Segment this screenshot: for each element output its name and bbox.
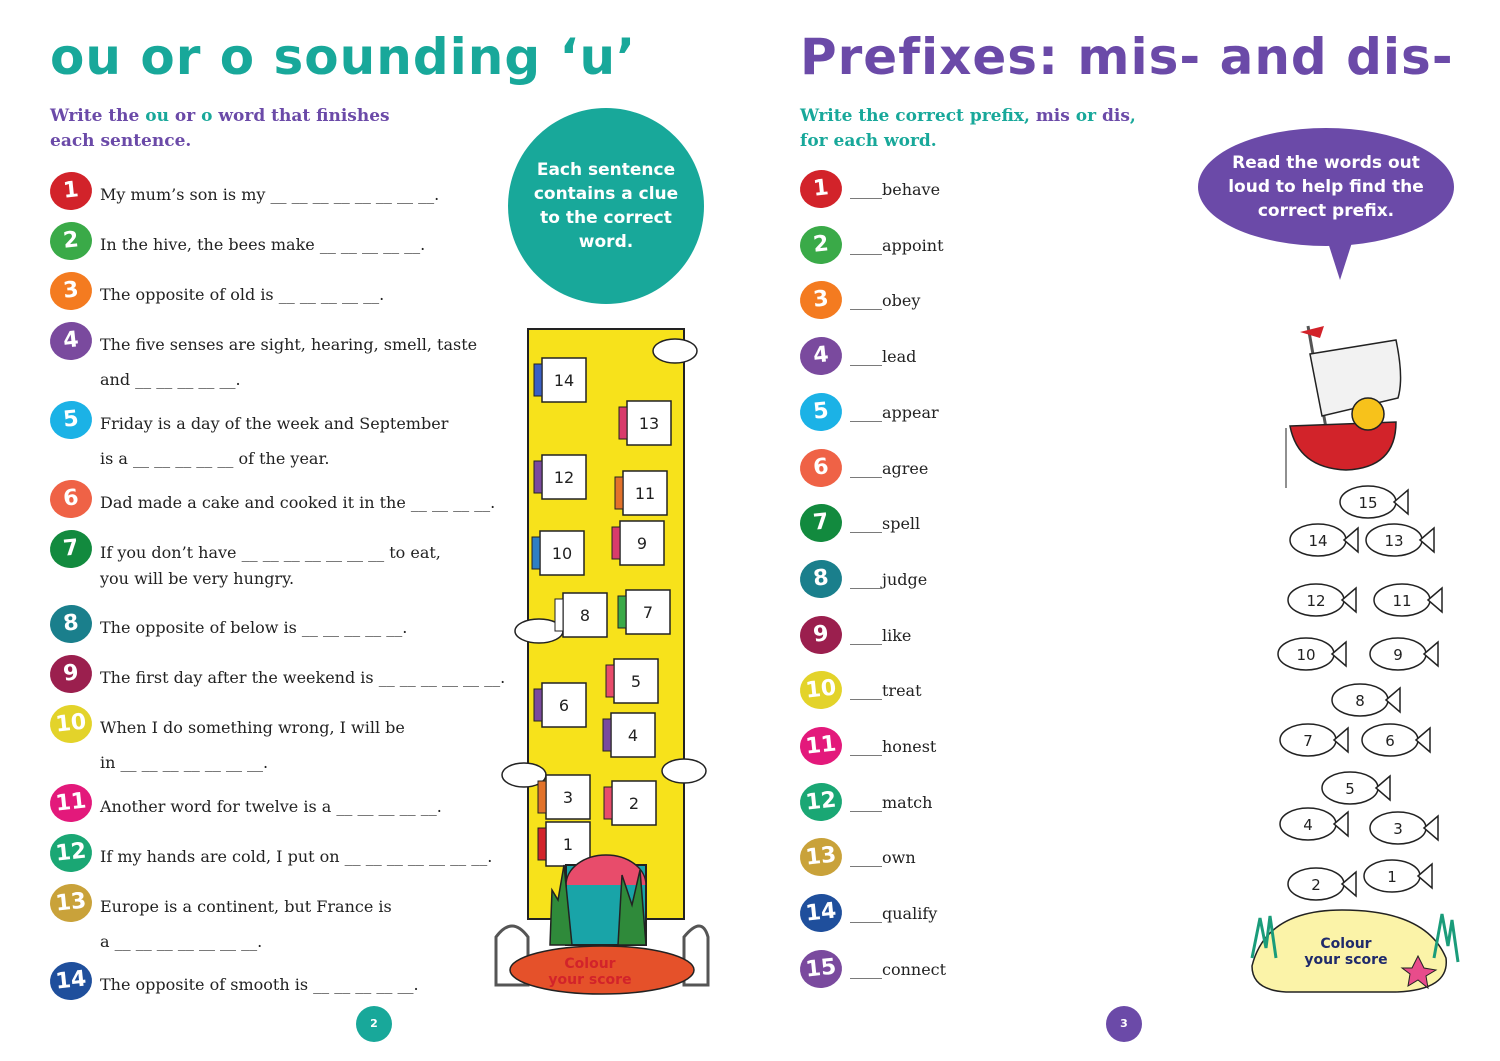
fish-number: 8 [1355, 692, 1365, 710]
question-text: When I do something wrong, I will be [100, 718, 405, 737]
fish-number: 15 [1358, 494, 1378, 512]
prefix-word-blank[interactable]: ____obey [850, 291, 921, 311]
page-number: 2 [356, 1006, 392, 1042]
item-number-badge: 9 [798, 614, 844, 656]
tower-window-number: 6 [558, 696, 570, 715]
question-text-continued: and __ __ __ __ __. [100, 370, 241, 389]
tower-window-number: 1 [562, 835, 574, 854]
fish-tail [1418, 864, 1432, 888]
item-number-badge: 6 [798, 446, 844, 488]
question-number-badge: 6 [48, 478, 94, 520]
fish-number: 12 [1306, 592, 1326, 610]
fish-tail [1342, 588, 1356, 612]
question-text: If my hands are cold, I put on __ __ __ __ __ __ __. [100, 847, 493, 866]
question-text: Friday is a day of the week and September [100, 414, 449, 433]
question-text-continued: you will be very hungry. [100, 569, 295, 588]
fish-number: 13 [1384, 532, 1404, 550]
prefix-word-blank[interactable]: ____like [850, 625, 912, 645]
question-text: If you don’t have __ __ __ __ __ __ __ to eat, [100, 543, 441, 562]
prefix-word-blank[interactable]: ____own [850, 848, 916, 868]
window-curtain [555, 599, 563, 631]
fish-number: 3 [1393, 820, 1403, 838]
left-instruction: Write the ou or o word that finishes each sentence. [50, 106, 390, 151]
question-number-badge: 1 [48, 170, 94, 212]
tower-window-number: 13 [638, 414, 660, 433]
prefix-word-blank[interactable]: ____honest [850, 737, 937, 756]
fish-number: 5 [1345, 780, 1355, 798]
item-number-badge: 13 [798, 836, 844, 878]
question-text-continued: is a __ __ __ __ __ of the year. [100, 449, 330, 468]
item-number-badge: 11 [798, 725, 844, 767]
prefix-word-blank[interactable]: ____qualify [850, 904, 938, 924]
tower-window-number: 2 [628, 794, 640, 813]
fish-number: 14 [1308, 532, 1328, 550]
prefix-word-blank[interactable]: ____spell [850, 514, 921, 534]
question-text: In the hive, the bees make __ __ __ __ __. [100, 235, 426, 254]
question-text-continued: a __ __ __ __ __ __ __. [100, 932, 263, 951]
prefix-word-blank[interactable]: ____behave [850, 180, 941, 199]
tower-window-number: 11 [634, 484, 656, 503]
prefix-word-blank[interactable]: ____connect [850, 959, 947, 979]
page-number: 3 [1106, 1006, 1142, 1042]
colour-your-score-label: Colour [564, 956, 616, 972]
question-text: The five senses are sight, hearing, smell, taste [100, 335, 478, 354]
question-number-badge: 4 [48, 320, 94, 362]
window-curtain [534, 689, 542, 721]
question-number-badge: 9 [48, 653, 94, 695]
speech-bubble-tail [1320, 230, 1360, 282]
question-number-badge: 10 [48, 703, 94, 745]
fish-tail [1424, 642, 1438, 666]
window-curtain [538, 828, 546, 860]
window-curtain [534, 461, 542, 493]
fish-number: 7 [1303, 732, 1313, 750]
fish-tail [1334, 728, 1348, 752]
question-text: The opposite of old is __ __ __ __ __. [100, 285, 385, 304]
question-number-badge: 12 [48, 832, 94, 874]
fish-tail [1424, 816, 1438, 840]
fish-tail [1342, 872, 1356, 896]
fish-tail [1334, 812, 1348, 836]
fish-number: 4 [1303, 816, 1313, 834]
fish-number: 10 [1296, 646, 1316, 664]
item-number-badge: 7 [798, 502, 844, 544]
fish-boat-illustration [1246, 318, 1466, 1008]
question-text: Europe is a continent, but France is [100, 897, 392, 916]
fish-number: 6 [1385, 732, 1395, 750]
window-curtain [532, 537, 540, 569]
tower-window-number: 3 [562, 788, 574, 807]
prefix-word-blank[interactable]: ____appoint [850, 235, 944, 255]
hint-bubble-speech: Read the words out loud to help find the correct prefix. [1198, 128, 1454, 246]
item-number-badge: 15 [798, 948, 844, 990]
item-number-badge: 8 [798, 558, 844, 600]
tower-window-number: 10 [551, 544, 573, 563]
window-curtain [615, 477, 623, 509]
item-number-badge: 1 [798, 168, 844, 210]
question-text: The first day after the weekend is __ __ __ __ __ __. [100, 668, 506, 687]
tower-window-number: 5 [630, 672, 642, 691]
prefix-word-blank[interactable]: ____judge [850, 569, 928, 589]
fish-tail [1420, 528, 1434, 552]
window-curtain [618, 596, 626, 628]
question-number-badge: 5 [48, 399, 94, 441]
right-instruction: Write the correct prefix, mis or dis, for each word. [800, 106, 1136, 151]
fish-tail [1332, 642, 1346, 666]
item-number-badge: 10 [798, 669, 844, 711]
prefix-word-blank[interactable]: ____match [850, 792, 933, 812]
right-page-title: Prefixes: mis- and dis- [800, 28, 1454, 86]
question-number-badge: 3 [48, 270, 94, 312]
tower-window-number: 9 [636, 534, 648, 553]
window-curtain [603, 719, 611, 751]
item-number-badge: 4 [798, 335, 844, 377]
question-text: My mum’s son is my __ __ __ __ __ __ __ __. [100, 185, 440, 204]
question-text: The opposite of smooth is __ __ __ __ __. [100, 975, 419, 994]
fish-tail [1344, 528, 1358, 552]
fish-tail [1386, 688, 1400, 712]
left-page-title: ou or o sounding ‘u’ [50, 28, 637, 86]
question-text-continued: in __ __ __ __ __ __ __. [100, 753, 269, 772]
item-number-badge: 3 [798, 279, 844, 321]
window-curtain [606, 665, 614, 697]
question-number-badge: 8 [48, 603, 94, 645]
item-number-badge: 12 [798, 781, 844, 823]
svg-text:your score: your score [548, 972, 632, 988]
tower-window-number: 12 [553, 468, 575, 487]
question-text: The opposite of below is __ __ __ __ __. [100, 618, 408, 637]
tower-window-number: 8 [579, 606, 591, 625]
prefix-word-blank[interactable]: ____lead [850, 347, 917, 367]
prefix-word-blank[interactable]: ____agree [850, 458, 929, 478]
window-curtain [538, 781, 546, 813]
tower-window-number: 7 [642, 603, 654, 622]
prefix-word-blank[interactable]: ____treat [850, 681, 922, 701]
question-number-badge: 13 [48, 882, 94, 924]
hint-bubble: Each sentence contains a clue to the correct word. [508, 108, 704, 304]
question-text: Another word for twelve is a __ __ __ __ __. [100, 797, 442, 816]
fish-number: 1 [1387, 868, 1397, 886]
item-number-badge: 2 [798, 224, 844, 266]
fish-tail [1376, 776, 1390, 800]
tower-window-number: 14 [553, 371, 575, 390]
tower-window-number: 4 [627, 726, 639, 745]
question-number-badge: 7 [48, 528, 94, 570]
item-number-badge: 5 [798, 391, 844, 433]
score-tower-illustration [492, 325, 712, 1000]
fish-tail [1428, 588, 1442, 612]
window-curtain [619, 407, 627, 439]
window-curtain [604, 787, 612, 819]
question-text: Dad made a cake and cooked it in the __ __ __ __. [100, 493, 496, 512]
fish-tail [1394, 490, 1408, 514]
fish-number: 11 [1392, 592, 1412, 610]
question-number-badge: 2 [48, 220, 94, 262]
fish-tail [1416, 728, 1430, 752]
svg-text:your score: your score [1304, 952, 1388, 968]
colour-your-score-label: Colour [1320, 936, 1372, 952]
fish-number: 2 [1311, 876, 1321, 894]
question-number-badge: 14 [48, 960, 94, 1002]
fish-number: 9 [1393, 646, 1403, 664]
right-page [750, 0, 1500, 1061]
question-number-badge: 11 [48, 782, 94, 824]
window-curtain [534, 364, 542, 396]
window-curtain [612, 527, 620, 559]
item-number-badge: 14 [798, 892, 844, 934]
prefix-word-blank[interactable]: ____appear [850, 402, 939, 422]
